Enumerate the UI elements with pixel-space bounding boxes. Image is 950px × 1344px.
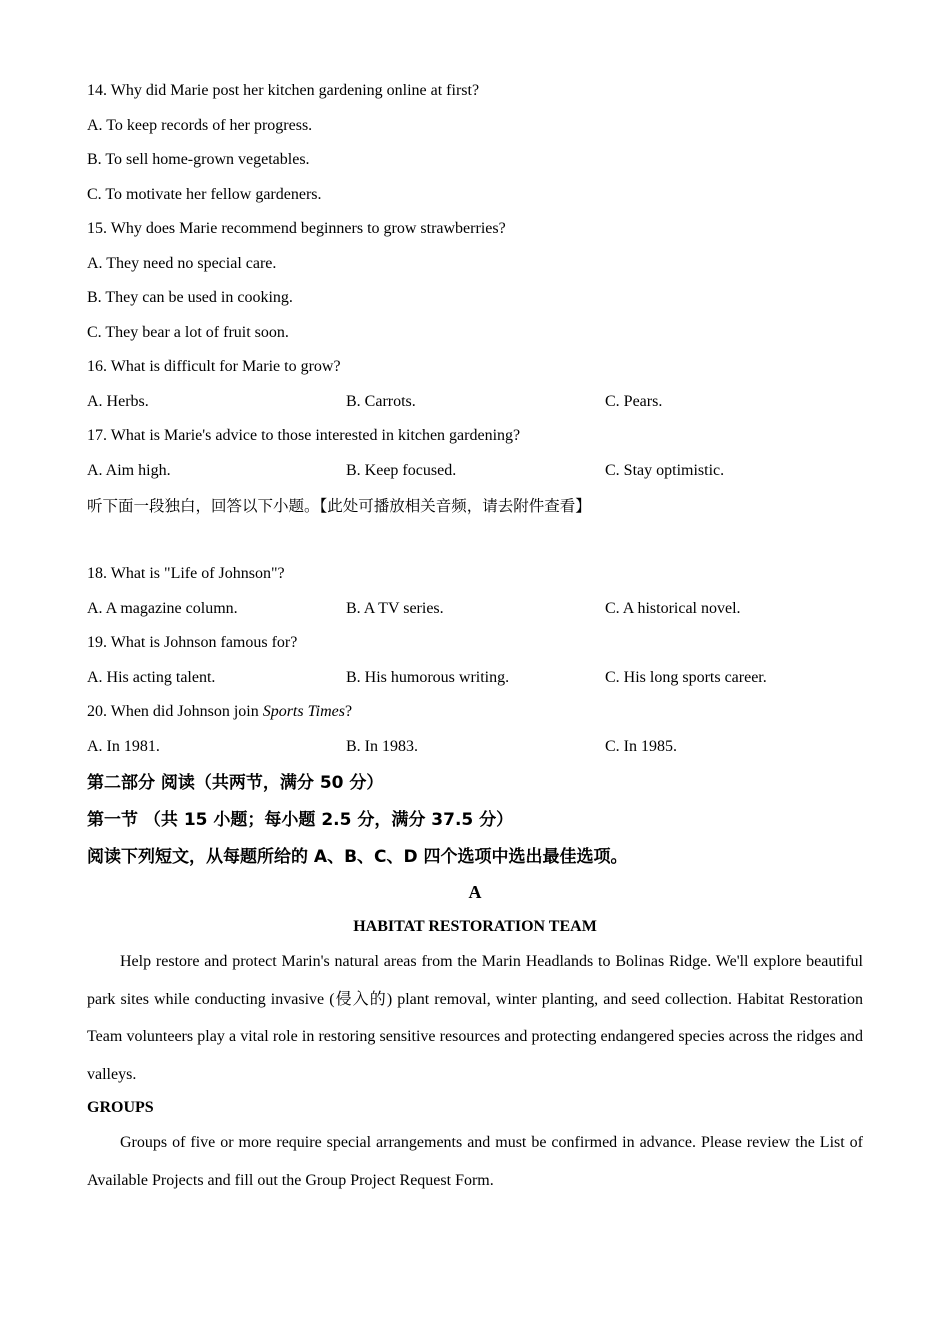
question-17-option-a: A. Aim high. (87, 462, 171, 479)
question-14-stem: 14. Why did Marie post her kitchen gardening online at first? (87, 82, 480, 99)
paragraph-2-text: Groups of five or more require special arrangements and must be confirmed in advance. Please review the List of Available Projects and fill out the Group Project Request Form. (87, 1134, 863, 1189)
question-14-option-c: C. To motivate her fellow gardeners. (87, 186, 322, 203)
question-20-stem-prefix: 20. When did Johnson join (87, 703, 263, 720)
question-19-stem: 19. What is Johnson famous for? (87, 634, 298, 651)
question-15-option-b: B. They can be used in cooking. (87, 289, 293, 306)
question-18-stem: 18. What is "Life of Johnson"? (87, 565, 285, 582)
listening-instruction: 听下面一段独白，回答以下小题。【此处可播放相关音频，请去附件查看】 (87, 497, 591, 515)
question-20-stem (87, 702, 352, 722)
question-17-option-b: B. Keep focused. (346, 462, 457, 479)
question-20-option-c: C. In 1985. (605, 738, 677, 755)
question-20-stem-suffix: ? (344, 703, 353, 720)
question-14-option-b: B. To sell home-grown vegetables. (87, 151, 310, 168)
question-16-stem: 16. What is difficult for Marie to grow? (87, 358, 341, 375)
question-15-option-a: A. They need no special care. (87, 255, 277, 272)
question-15-option-c: C. They bear a lot of fruit soon. (87, 324, 289, 341)
question-17-stem: 17. What is Marie's advice to those interested in kitchen gardening? (87, 427, 521, 444)
question-19-option-c: C. His long sports career. (605, 669, 767, 686)
passage-paragraph-1 (87, 943, 863, 1093)
part-two-title: 第二部分 阅读（共两节，满分 50 分） (87, 773, 384, 793)
question-19-option-a: A. His acting talent. (87, 669, 216, 686)
reading-directions: 阅读下列短文，从每题所给的 A、B、C、D 四个选项中选出最佳选项。 (87, 847, 628, 867)
question-16-option-c: C. Pears. (605, 393, 663, 410)
question-15-stem: 15. Why does Marie recommend beginners to grow strawberries? (87, 220, 506, 237)
question-20-stem-italic: Sports Times (262, 703, 345, 720)
question-18-option-b: B. A TV series. (346, 600, 444, 617)
passage-paragraph-2 (87, 1124, 863, 1199)
question-18-option-c: C. A historical novel. (605, 600, 741, 617)
question-14-option-a: A. To keep records of her progress. (87, 117, 313, 134)
question-18-option-a: A. A magazine column. (87, 600, 238, 617)
question-20-option-a: A. In 1981. (87, 738, 160, 755)
question-19-option-b: B. His humorous writing. (346, 669, 510, 686)
question-16-option-b: B. Carrots. (346, 393, 416, 410)
question-16-option-a: A. Herbs. (87, 393, 149, 410)
question-20-option-b: B. In 1983. (346, 738, 418, 755)
groups-heading: GROUPS (87, 1099, 154, 1116)
passage-letter: A (468, 882, 482, 902)
passage-title: HABITAT RESTORATION TEAM (353, 918, 597, 935)
paragraph-1-text: Help restore and protect Marin's natural areas from the Marin Headlands to Bolinas Ridge. We'll explore beautiful park sites while conducting invasive (侵入的) plant removal, winter planting, and seed collection. Habitat Restoration Team volunteers play a vital role in restoring sensitive resources and protecting endangered species across the ridges and valleys. (87, 953, 863, 1083)
section-one-title: 第一节 （共 15 小题；每小题 2.5 分，满分 37.5 分） (87, 810, 514, 830)
question-17-option-c: C. Stay optimistic. (605, 462, 725, 479)
